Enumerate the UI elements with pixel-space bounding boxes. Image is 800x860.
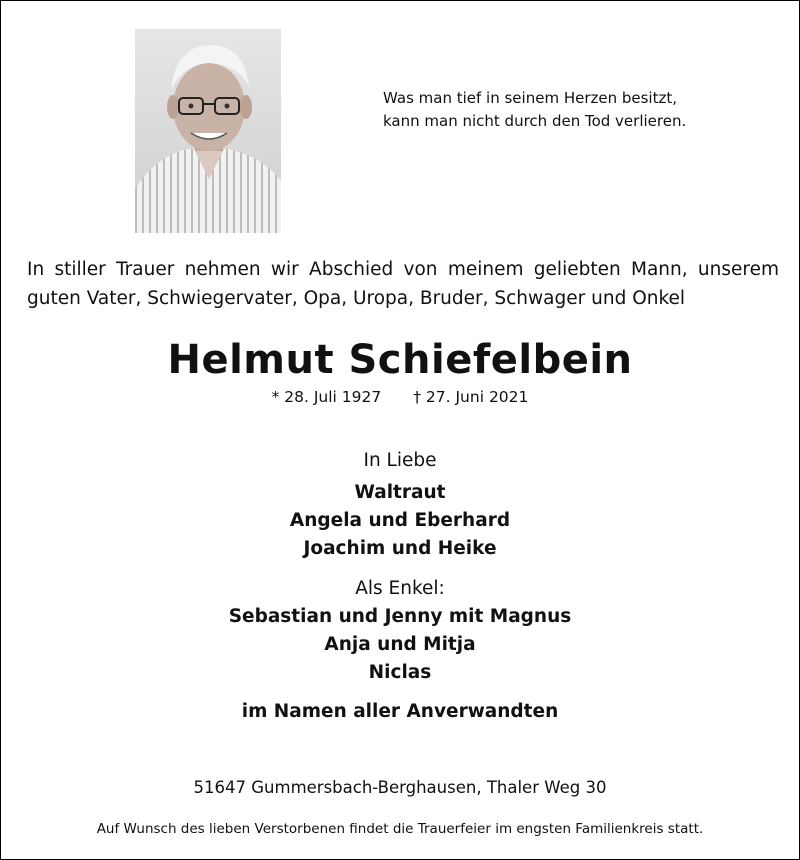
birth-date: * 28. Juli 1927 [271,388,382,406]
quote-line-1: Was man tief in seinem Herzen besitzt, [383,89,678,107]
deceased-name: Helmut Schiefelbein [167,337,633,383]
grandchild: Anja und Mitja [324,634,476,655]
mourning-intro [27,255,779,313]
death-date: † 27. Juni 2021 [413,388,529,406]
funeral-note: Auf Wunsch des lieben Verstorbenen findet die Trauerfeier im engsten Familienkreis statt. [96,821,704,837]
life-dates [1,387,799,407]
intro-line-2: guten Vater, Schwiegervater, Opa, Uropa, Bruder, Schwager und Onkel [27,288,686,309]
grandchild: Sebastian und Jenny mit Magnus [228,606,572,627]
portrait-photo-icon [135,29,281,233]
grandchild: Niclas [368,662,432,683]
family-member: Waltraut [354,482,446,503]
family-member: Joachim und Heike [303,538,497,559]
intro-line-1: In stiller Trauer nehmen wir Abschied von meinem geliebten Mann, unserem [27,259,779,280]
closing-line: im Namen aller Anverwandten [241,701,559,722]
memorial-quote [383,87,743,133]
family-member: Angela und Eberhard [289,510,511,531]
address: 51647 Gummersbach-Berghausen, Thaler Weg 30 [193,778,607,797]
quote-line-2: kann man nicht durch den Tod verlieren. [383,112,687,130]
grandchildren-label: Als Enkel: [355,578,445,599]
in-love-label: In Liebe [363,450,437,471]
